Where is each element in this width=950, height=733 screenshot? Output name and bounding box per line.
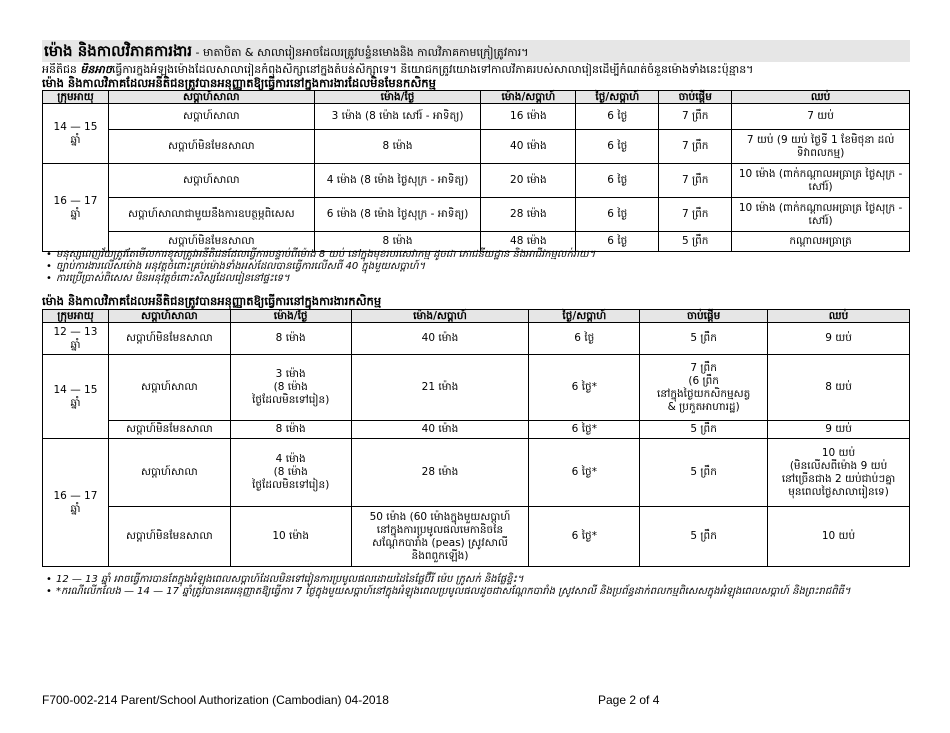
header-hours-per-day: ម៉ោង/ថ្ងៃ: [314, 91, 481, 104]
table-cell: 8 ម៉ោង: [314, 130, 481, 164]
table-cell: 8 យប់: [768, 355, 910, 421]
table-cell: 6 ថ្ងៃ: [576, 232, 659, 252]
table-row: [43, 439, 910, 507]
header-hours-per-week: ម៉ោង/សប្តាហ៍: [481, 91, 576, 104]
table-cell: 6 ថ្ងៃ*: [529, 439, 640, 507]
list-item: • ការប្រើប្រាស់ពិសេស មិនអនុវត្តចំពោះសិស្សដែលរៀននៅផ្ទះទេ។: [56, 273, 924, 285]
header-end: ឈប់: [768, 310, 910, 323]
table-row: [43, 421, 910, 439]
table-cell: 20 ម៉ោង: [481, 164, 576, 198]
table-cell: 6 ថ្ងៃ: [576, 164, 659, 198]
table2-notes: [42, 574, 924, 598]
age-group-cell: 12 — 13 ឆ្នាំ: [43, 323, 109, 355]
table-cell: សប្តាហ៍មិនមែនសាលា: [108, 232, 314, 252]
table-cell: 7 ព្រឹក: [659, 104, 732, 130]
table-row: [43, 355, 910, 421]
table-cell: សប្តាហ៍សាលា: [108, 164, 314, 198]
table-cell: 7 យប់: [732, 104, 910, 130]
page-title: ម៉ោង និងកាលវិភាគការងារ: [44, 42, 193, 60]
table-cell: 6 ថ្ងៃ*: [529, 507, 640, 567]
header-age-group: ក្រុមអាយុ: [43, 91, 109, 104]
table-cell: 8 ម៉ោង: [230, 323, 351, 355]
table-cell: សប្តាហ៍សាលា: [108, 355, 230, 421]
table-cell: 10 ម៉ោង (ពាក់កណ្តាលអធ្រាត្រ ថ្ងៃសុក្រ - សៅរ៍): [732, 198, 910, 232]
table-cell: 10 ម៉ោង (ពាក់កណ្តាលអធ្រាត្រ ថ្ងៃសុក្រ - សៅរ៍): [732, 164, 910, 198]
table-cell: សប្តាហ៍មិនមែនសាលា: [108, 323, 230, 355]
table-cell: សប្តាហ៍សាលា: [108, 104, 314, 130]
table-cell: 8 ម៉ោង: [314, 232, 481, 252]
header-hours-per-week: ម៉ោង/សប្តាហ៍: [351, 310, 529, 323]
table-cell: 3 ម៉ោង (8 ម៉ោង សៅរ៍ - អាទិត្យ): [314, 104, 481, 130]
table-cell: 10 យប់: [768, 507, 910, 567]
header-school-week: សប្តាហ៍សាលា: [108, 91, 314, 104]
table-cell: 6 ថ្ងៃ: [529, 323, 640, 355]
table-cell: 6 ថ្ងៃ: [576, 130, 659, 164]
age-group-cell: 14 — 15 ឆ្នាំ: [43, 355, 109, 439]
table-cell: 21 ម៉ោង: [351, 355, 529, 421]
table-cell: 7 ព្រឹក: [659, 164, 732, 198]
table-row: [43, 130, 910, 164]
table-cell: សប្តាហ៍សាលា: [108, 439, 230, 507]
table-cell: 6 ថ្ងៃ*: [529, 355, 640, 421]
table-cell: 50 ម៉ោង (60 ម៉ោងក្នុងមួយសប្តាហ៍ នៅក្នុងការប្រមូលផលមេកានិចនៃ សណ្តែកបារាំង (peas) ស្រូវសាលី និងពពួកឡើង): [351, 507, 529, 567]
school-hours-note: អនីតិជន មិនអាចធ្វើការក្នុងអំឡុងម៉ោងដែលសាលារៀនកំពុងសិក្សានៅក្នុងតំបន់សិក្សាទេ។ និយោជកត្រូវយោងទៅកាលវិភាគរបស់សាលារៀនដើម្បីកំណត់ចំនួនម៉ោងទាំងនេះប៉ុន្មាន។: [42, 63, 754, 76]
list-item: • ច្បាប់ការងារលើសម៉ោង អនុវត្តចំពោះគ្រប់ម៉ោងទាំងអស់ដែលបានធ្វើការលើសពី 40 ក្នុងមួយសប្តាហ៍។: [56, 261, 924, 273]
list-item: • មនុស្សពេញវ័យត្រូវតែមើលការខុសត្រូវអនីតិជនដែលធ្វើការបន្ទាប់ពីម៉ោង 8 យប់ នៅក្នុងមុខរបរសេវាកម្ម ដូចជា ភោជនីយដ្ឋាន និងអាជីវកម្មលក់រាយ។: [56, 249, 924, 261]
table-cell: 4 ម៉ោង (8 ម៉ោង ថ្ងៃសុក្រ - អាទិត្យ): [314, 164, 481, 198]
table-row: [43, 323, 910, 355]
table-cell: 5 ព្រឹក: [659, 232, 732, 252]
table-cell: សប្តាហ៍សាលាជាមួយនឹងការឧបត្ថម្ភពិសេស: [108, 198, 314, 232]
table-cell: 6 ថ្ងៃ: [576, 198, 659, 232]
list-item: • 12 — 13 ឆ្នាំ អាចធ្វើការបានតែក្នុងអំឡុងពេលសប្តាហ៍ដែលមិនទៅរៀនការប្រមូលផលដោយដៃនៃផ្លែប៊ឺរី ម៉េប ក្រូសក់ និងផ្លែខ្ទិះ។: [56, 574, 924, 586]
page-title-bar: [42, 40, 910, 62]
table-cell: 6 ម៉ោង (8 ម៉ោង ថ្ងៃសុក្រ - អាទិត្យ): [314, 198, 481, 232]
table-cell: 7 ព្រឹក (6 ព្រឹក នៅក្នុងថ្ងៃយកសិកម្មសត្វ & ប្រកួតអាហារដ្ឋ): [640, 355, 768, 421]
table-cell: 16 ម៉ោង: [481, 104, 576, 130]
table-cell: 28 ម៉ោង: [481, 198, 576, 232]
header-days-per-week: ថ្ងៃ/សប្តាហ៍: [529, 310, 640, 323]
table1-title: ម៉ោង និងកាលវិភាគដែលអនីតិជនត្រូវបានអនុញ្ញាតឱ្យធ្វើការនៅក្នុងការងារដែលមិនមែនកសិកម្ម: [42, 76, 436, 90]
table-cell: 10 យប់ (មិនលើសពីម៉ោង 9 យប់ នៅច្រើនជាង 2 យប់ជាប់ៗគ្នា មុនពេលថ្ងៃសាលារៀនទេ): [768, 439, 910, 507]
nonagricultural-hours-table: [42, 90, 910, 252]
table-cell: 9 យប់: [768, 323, 910, 355]
table-cell: 40 ម៉ោង: [351, 323, 529, 355]
table-cell: 10 ម៉ោង: [230, 507, 351, 567]
header-end: ឈប់: [732, 91, 910, 104]
page-number: Page 2 of 4: [598, 693, 660, 707]
table-cell: 7 ព្រឹក: [659, 198, 732, 232]
table-cell: 5 ព្រឹក: [640, 421, 768, 439]
list-item: • *ករណីលើកលែង — 14 — 17 ឆ្នាំត្រូវបានគេអនុញ្ញាតឱ្យធ្វើការ 7 ថ្ងៃក្នុងមួយសប្តាហ៍នៅក្នុងអំឡុងពេលប្រមូលផលដូចជាសណ្តែកបារាំង ស្រូវសាលី និងប្រព័ន្ធដាក់ពលកម្មពិសេសក្នុងអំឡុងពេលសប្តាហ៍ និងព្រះរាជពិធី។: [56, 586, 924, 598]
table-cell: 8 ម៉ោង: [230, 421, 351, 439]
header-days-per-week: ថ្ងៃ/សប្តាហ៍: [576, 91, 659, 104]
table-cell: 6 ថ្ងៃ*: [529, 421, 640, 439]
table-cell: 3 ម៉ោង (8 ម៉ោង ថ្ងៃដែលមិនទៅរៀន): [230, 355, 351, 421]
header-hours-per-day: ម៉ោង/ថ្ងៃ: [230, 310, 351, 323]
table-cell: 48 ម៉ោង: [481, 232, 576, 252]
table-cell: 6 ថ្ងៃ: [576, 104, 659, 130]
page-subtitle: - មាតាបិតា & សាលារៀនអាចដែលរត្រូវបន្ទំនមោងនិង កាលវិភាគកាមក្រៀត្រូវការ។: [192, 46, 529, 59]
table-cell: 7 ព្រឹក: [659, 130, 732, 164]
header-school-week: សប្តាហ៍សាលា: [108, 310, 230, 323]
table-cell: សប្តាហ៍មិនមែនសាលា: [108, 130, 314, 164]
header-start: ចាប់ផ្តើម: [659, 91, 732, 104]
age-group-cell: 16 — 17 ឆ្នាំ: [43, 439, 109, 567]
table2-title: ម៉ោង និងកាលវិភាគដែលអនីតិជនត្រូវបានអនុញ្ញាតឱ្យធ្វើការនៅក្នុងការងារកសិកម្ម: [42, 294, 382, 308]
table-cell: សប្តាហ៍មិនមែនសាលា: [108, 421, 230, 439]
table-cell: 5 ព្រឹក: [640, 323, 768, 355]
age-group-cell: 16 — 17 ឆ្នាំ: [43, 164, 109, 252]
header-age-group: ក្រុមអាយុ: [43, 310, 109, 323]
table-cell: 5 ព្រឹក: [640, 439, 768, 507]
agricultural-hours-table: [42, 309, 910, 567]
table-cell: កណ្តាលអធ្រាត្រ: [732, 232, 910, 252]
table1-notes: [42, 249, 924, 285]
table-cell: សប្តាហ៍មិនមែនសាលា: [108, 507, 230, 567]
table-cell: 9 យប់: [768, 421, 910, 439]
table-cell: 4 ម៉ោង (8 ម៉ោង ថ្ងៃដែលមិនទៅរៀន): [230, 439, 351, 507]
table-cell: 40 ម៉ោង: [481, 130, 576, 164]
form-number: F700-002-214 Parent/School Authorization (Cambodian) 04-2018: [42, 693, 389, 707]
table-cell: 40 ម៉ោង: [351, 421, 529, 439]
table-row: [43, 104, 910, 130]
table-cell: 28 ម៉ោង: [351, 439, 529, 507]
table-row: [43, 507, 910, 567]
table-cell: 7 យប់ (9 យប់ ថ្ងៃទី 1 ខែមិថុនា ដល់ទិវាពលកម្ម): [732, 130, 910, 164]
table-row: [43, 198, 910, 232]
table-row: [43, 164, 910, 198]
header-start: ចាប់ផ្តើម: [640, 310, 768, 323]
table-cell: 5 ព្រឹក: [640, 507, 768, 567]
age-group-cell: 14 — 15 ឆ្នាំ: [43, 104, 109, 164]
